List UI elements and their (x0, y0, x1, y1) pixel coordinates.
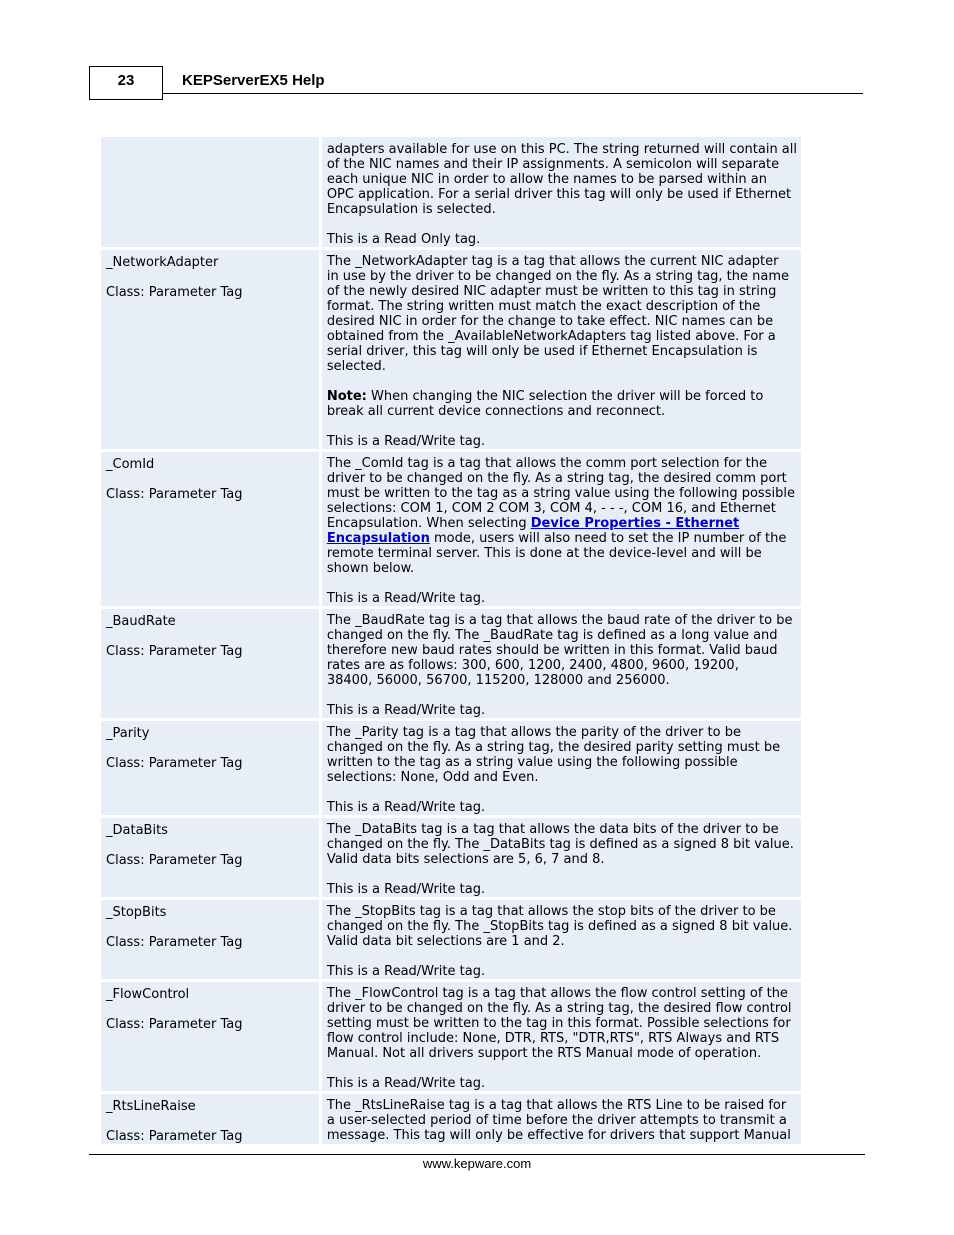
description-line: of the NIC names and their IP assignments. A semicolon will separate (326, 157, 780, 172)
description-line: The _FlowControl tag is a tag that allows the flow control setting of the (326, 986, 788, 1001)
tag-name: _ComId (106, 457, 155, 472)
device-properties-ethernet-encapsulation-link[interactable]: Encapsulation (326, 531, 430, 546)
description-line: break all current device connections and reconnect. (326, 404, 666, 419)
table-body (101, 137, 801, 1144)
tag-description-cell (319, 250, 801, 449)
description-line: shown below. (326, 561, 415, 576)
tag-description-cell (319, 721, 801, 815)
note-label: Note: (326, 389, 367, 404)
tag-description-cell (319, 900, 801, 979)
system-tags-table (101, 134, 801, 1147)
description-line: selections: COM 1, COM 2 COM 3, COM 4, - - -, COM 16, and Ethernet (326, 501, 776, 516)
description-line: must be written to the tag as a string value using the following possible (326, 486, 795, 501)
blank-line (327, 1061, 797, 1076)
blank-line (327, 576, 797, 591)
blank-line (327, 949, 797, 964)
description-line: driver to be changed on the fly. As a string tag, the desired comm port (326, 471, 787, 486)
footer-divider (89, 1154, 865, 1155)
description-line: Encapsulation is selected. (326, 202, 496, 217)
description-line: changed on the fly. As a string tag, the desired parity setting must be (326, 740, 781, 755)
tag-class: Class: Parameter Tag (106, 487, 243, 502)
description-line: This is a Read/Write tag. (326, 1076, 486, 1091)
description-line: changed on the fly. The _DataBits tag is defined as a signed 8 bit value. (326, 837, 794, 852)
blank-line (327, 688, 797, 703)
tag-class: Class: Parameter Tag (106, 935, 243, 950)
footer-url: www.kepware.com (422, 1156, 532, 1171)
tag-name-cell (101, 452, 319, 606)
tag-name-cell (101, 609, 319, 718)
tag-class: Class: Parameter Tag (106, 285, 243, 300)
description-line: The _RtsLineRaise tag is a tag that allows the RTS Line to be raised for (326, 1098, 787, 1113)
tag-name: _RtsLineRaise (106, 1099, 196, 1114)
description-line: setting must be written to the tag in this format. Possible selections for (326, 1016, 791, 1031)
tag-description-cell (319, 609, 801, 718)
table-row (101, 452, 801, 606)
description-line: This is a Read/Write tag. (326, 434, 486, 449)
tag-name: _StopBits (106, 905, 167, 920)
description-line: adapters available for use on this PC. The string returned will contain all (326, 142, 797, 157)
tag-name: _FlowControl (106, 987, 190, 1002)
device-properties-ethernet-encapsulation-link[interactable]: Device Properties - Ethernet (530, 516, 740, 531)
description-line: The _ComId tag is a tag that allows the comm port selection for the (326, 456, 767, 471)
blank-line (327, 785, 797, 800)
description-line: of the newly desired NIC adapter must be written to this tag in string (326, 284, 777, 299)
description-line: desired NIC in order for the change to take effect. NIC names can be (326, 314, 774, 329)
table-row (101, 818, 801, 897)
description-line: selections: None, Odd and Even. (326, 770, 539, 785)
blank-line (327, 419, 797, 434)
description-line: changed on the fly. The _StopBits tag is defined as a signed 8 bit value. (326, 919, 793, 934)
table-row (101, 982, 801, 1091)
description-line: This is a Read Only tag. (326, 232, 481, 247)
description-line: remote terminal server. This is done at the device-level and will be (326, 546, 762, 561)
tag-name-cell (101, 250, 319, 449)
tag-name-cell (101, 982, 319, 1091)
tag-name-cell (101, 900, 319, 979)
description-line: Valid data bits selections are 5, 6, 7 and 8. (326, 852, 605, 867)
description-line: Encapsulation mode, users will also need to set the IP number of the (326, 531, 787, 546)
description-line: The _NetworkAdapter tag is a tag that allows the current NIC adapter (326, 254, 779, 269)
tag-name-cell (101, 721, 319, 815)
page-number: 23 (89, 66, 163, 100)
description-line: rates are as follows: 300, 600, 1200, 2400, 4800, 9600, 19200, (326, 658, 739, 673)
description-line: 38400, 56000, 56700, 115200, 128000 and 256000. (326, 673, 670, 688)
blank-line (327, 867, 797, 882)
tag-description-cell (319, 452, 801, 606)
tag-name-cell (101, 818, 319, 897)
tag-name-cell (101, 1094, 319, 1144)
description-line: The _BaudRate tag is a tag that allows the baud rate of the driver to be (326, 613, 793, 628)
blank-line (327, 374, 797, 389)
description-line: This is a Read/Write tag. (326, 882, 486, 897)
tag-class: Class: Parameter Tag (106, 1129, 243, 1144)
description-line: The _DataBits tag is a tag that allows the data bits of the driver to be (326, 822, 779, 837)
page-title: KEPServerEX5 Help (182, 72, 325, 89)
description-line: Encapsulation. When selecting Device Properties - Ethernet (326, 516, 740, 531)
header-divider (163, 93, 863, 94)
description-line: This is a Read/Write tag. (326, 591, 486, 606)
description-line: changed on the fly. The _BaudRate tag is defined as a long value and (326, 628, 778, 643)
description-line: driver to be changed on the fly. As a string tag, the desired flow control (326, 1001, 792, 1016)
description-line: each unique NIC in order to allow the names to be parsed within an (326, 172, 767, 187)
tag-name-cell (101, 137, 319, 247)
tag-class: Class: Parameter Tag (106, 644, 243, 659)
blank-line (327, 217, 797, 232)
description-line: in use by the driver to be changed on the fly. As a string tag, the name (326, 269, 790, 284)
description-line: selected. (326, 359, 386, 374)
description-line: This is a Read/Write tag. (326, 800, 486, 815)
table-row (101, 721, 801, 815)
tag-description-cell (319, 1094, 801, 1144)
table-row (101, 609, 801, 718)
description-line: obtained from the _AvailableNetworkAdapters tag listed above. For a (326, 329, 776, 344)
description-line: This is a Read/Write tag. (326, 703, 486, 718)
tag-class: Class: Parameter Tag (106, 756, 243, 771)
tag-name: _DataBits (106, 823, 168, 838)
description-line: The _Parity tag is a tag that allows the parity of the driver to be (326, 725, 741, 740)
tag-description-cell (319, 982, 801, 1091)
description-line: message. This tag will only be effective for drivers that support Manual (326, 1128, 791, 1143)
description-line: The _StopBits tag is a tag that allows the stop bits of the driver to be (326, 904, 776, 919)
description-line: Manual. Not all drivers support the RTS Manual mode of operation. (326, 1046, 762, 1061)
tag-class: Class: Parameter Tag (106, 1017, 243, 1032)
tag-class: Class: Parameter Tag (106, 853, 243, 868)
description-line: Valid data bit selections are 1 and 2. (326, 934, 565, 949)
description-line: Note: When changing the NIC selection the driver will be forced to (326, 389, 764, 404)
tag-description-cell (319, 137, 801, 247)
description-line: OPC application. For a serial driver this tag will only be used if Ethernet (326, 187, 792, 202)
table-row (101, 250, 801, 449)
tag-description-cell (319, 818, 801, 897)
tag-name: _Parity (106, 726, 150, 741)
description-line: therefore new baud rates should be written in this format. Valid baud (326, 643, 778, 658)
description-line: This is a Read/Write tag. (326, 964, 486, 979)
table-row (101, 1094, 801, 1144)
description-line: format. The string written must match the exact description of the (326, 299, 761, 314)
table-row (101, 137, 801, 247)
description-line: written to the tag as a string value using the following possible (326, 755, 738, 770)
description-line: a user-selected period of time before the driver attempts to transmit a (326, 1113, 787, 1128)
tag-name: _BaudRate (106, 614, 176, 629)
tag-name: _NetworkAdapter (106, 255, 219, 270)
description-line: flow control include: None, DTR, RTS, "DTR,RTS", RTS Always and RTS (326, 1031, 780, 1046)
table-row (101, 900, 801, 979)
description-line: serial driver, this tag will only be used if Ethernet Encapsulation is (326, 344, 758, 359)
